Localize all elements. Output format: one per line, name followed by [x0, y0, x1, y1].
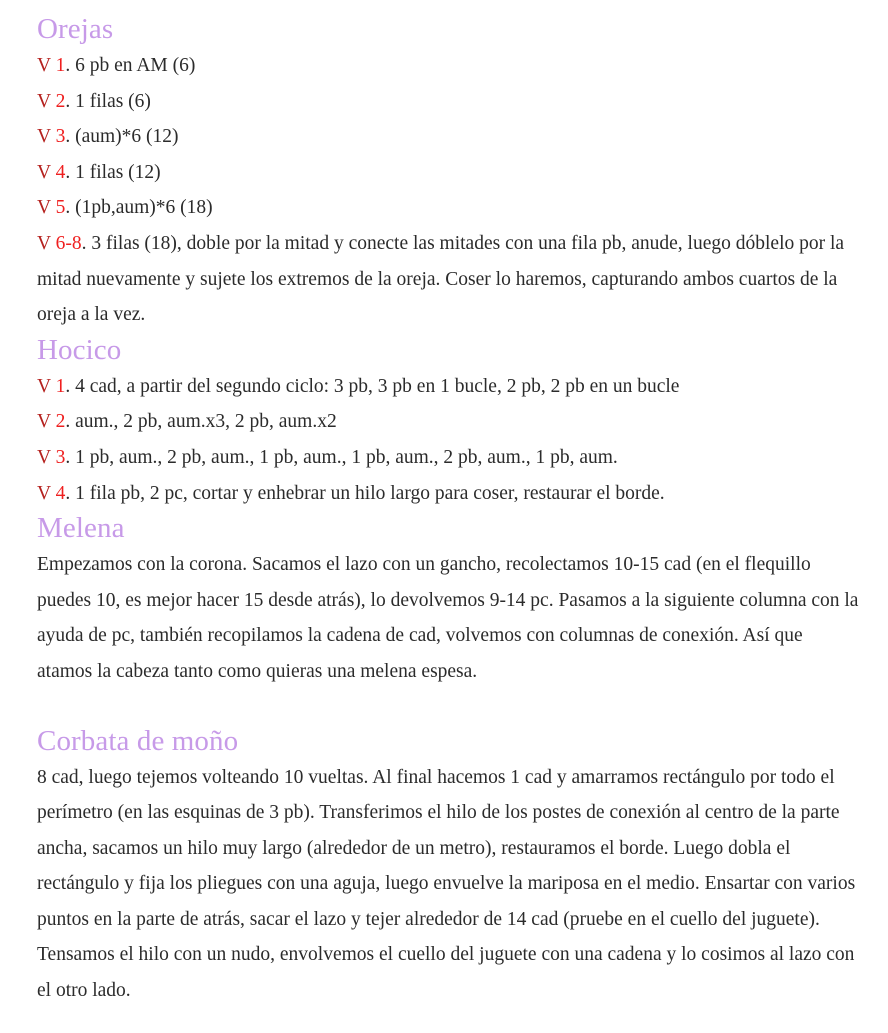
section	[37, 511, 862, 689]
section-paragraph: Empezamos con la corona. Sacamos el lazo con un gancho, recolectamos 10-15 cad (en el flequillo puedes 10, es mejor hacer 15 desde atrás), lo devolvemos 9-14 pc. Pasamos a la siguiente columna con la ayuda de pc, también recopilamos la cadena de cad, volvemos con columnas de conexión. Así que atamos la cabeza tanto como quieras una melena espesa.	[37, 554, 859, 682]
row-text: 3 filas (18), doble por la mitad y conecte las mitades con una fila pb, anude, luego dóblelo por la mitad nuevamente y sujete los extremos de la oreja. Coser lo haremos, capturando ambos cuartos de la oreja a la vez.	[37, 232, 845, 326]
instruction-row: V 1. 4 cad, a partir del segundo ciclo: 3 pb, 3 pb en 1 bucle, 2 pb, 2 pb en un bucle	[37, 375, 680, 397]
row-text: 6 pb en AM (6)	[75, 55, 196, 76]
row-number: 2	[55, 411, 66, 433]
row-text: (aum)*6 (12)	[75, 126, 179, 148]
row-marker-v: V	[37, 161, 51, 183]
instruction-row: V 2. aum., 2 pb, aum.x3, 2 pb, aum.x2	[37, 411, 337, 433]
section	[37, 333, 862, 511]
row-marker-v: V	[37, 126, 51, 148]
row-number: 5	[55, 197, 66, 219]
section-paragraph: 8 cad, luego tejemos volteando 10 vueltas. Al final hacemos 1 cad y amarramos rectángulo por todo el perímetro (en las esquinas de 3 pb). Transferimos el hilo de los postes de conexión al centro de la parte ancha, sacamos un hilo muy largo (alrededor de un metro), restauramos el borde. Luego dobla el rectángulo y fija los pliegues con una aguja, luego envuelve la mariposa en el medio. Ensartar con varios puntos en la parte de atrás, sacar el lazo y tejer alrededor de 14 cad (pruebe en el cuello del juguete). Tensamos el hilo con un nudo, envolvemos el cuello del juguete con una cadena y lo cosimos al lazo con el otro lado.	[37, 766, 856, 1002]
section	[37, 12, 862, 333]
row-text: 1 fila pb, 2 pc, cortar y enhebrar un hilo largo para coser, restaurar el borde.	[75, 482, 665, 504]
row-text: (1pb,aum)*6 (18)	[75, 197, 213, 219]
section-heading: Hocico	[37, 333, 122, 366]
row-number: 2	[55, 90, 66, 112]
row-number: 4	[55, 482, 66, 504]
instruction-row: V 3. (aum)*6 (12)	[37, 126, 179, 148]
section-heading: Orejas	[37, 13, 114, 45]
instruction-row: V 4. 1 fila pb, 2 pc, cortar y enhebrar un hilo largo para coser, restaurar el borde.	[37, 482, 665, 504]
row-number: 1	[55, 375, 66, 397]
row-number: 1	[55, 55, 66, 76]
row-marker-v: V	[37, 446, 51, 468]
row-marker-v: V	[37, 90, 51, 112]
row-number: 4	[55, 161, 66, 183]
row-text: aum., 2 pb, aum.x3, 2 pb, aum.x2	[75, 411, 337, 433]
instruction-row: V 1. 6 pb en AM (6)	[37, 55, 196, 76]
row-marker-v: V	[37, 55, 51, 76]
section-heading: Melena	[37, 512, 125, 545]
row-number: 3	[55, 126, 66, 148]
instruction-row: V 4. 1 filas (12)	[37, 161, 161, 183]
row-text: 1 pb, aum., 2 pb, aum., 1 pb, aum., 1 pb, aum., 2 pb, aum., 1 pb, aum.	[75, 446, 618, 468]
section	[37, 724, 862, 1009]
instruction-row: V 3. 1 pb, aum., 2 pb, aum., 1 pb, aum., 1 pb, aum., 2 pb, aum., 1 pb, aum.	[37, 446, 618, 468]
row-marker-v: V	[37, 482, 51, 504]
row-number: 3	[55, 446, 66, 468]
row-text: 1 filas (6)	[75, 90, 151, 112]
row-marker-v: V	[37, 232, 51, 254]
row-marker-v: V	[37, 375, 51, 397]
instruction-row: V 2. 1 filas (6)	[37, 90, 151, 112]
row-number: 6-8	[55, 232, 82, 254]
instruction-row: V 5. (1pb,aum)*6 (18)	[37, 197, 213, 219]
section-heading: Corbata de moño	[37, 724, 239, 757]
row-text: 4 cad, a partir del segundo ciclo: 3 pb, 3 pb en 1 bucle, 2 pb, 2 pb en un bucle	[75, 375, 680, 397]
instruction-row: V 6-8. 3 filas (18), doble por la mitad y conecte las mitades con una fila pb, anude, luego dóblelo por la mitad nuevamente y sujete los extremos de la oreja. Coser lo haremos, capturando ambos cuartos de la oreja a la vez.	[37, 232, 845, 326]
row-marker-v: V	[37, 197, 51, 219]
row-marker-v: V	[37, 411, 51, 433]
document-content	[37, 12, 862, 1009]
row-text: 1 filas (12)	[75, 161, 161, 183]
